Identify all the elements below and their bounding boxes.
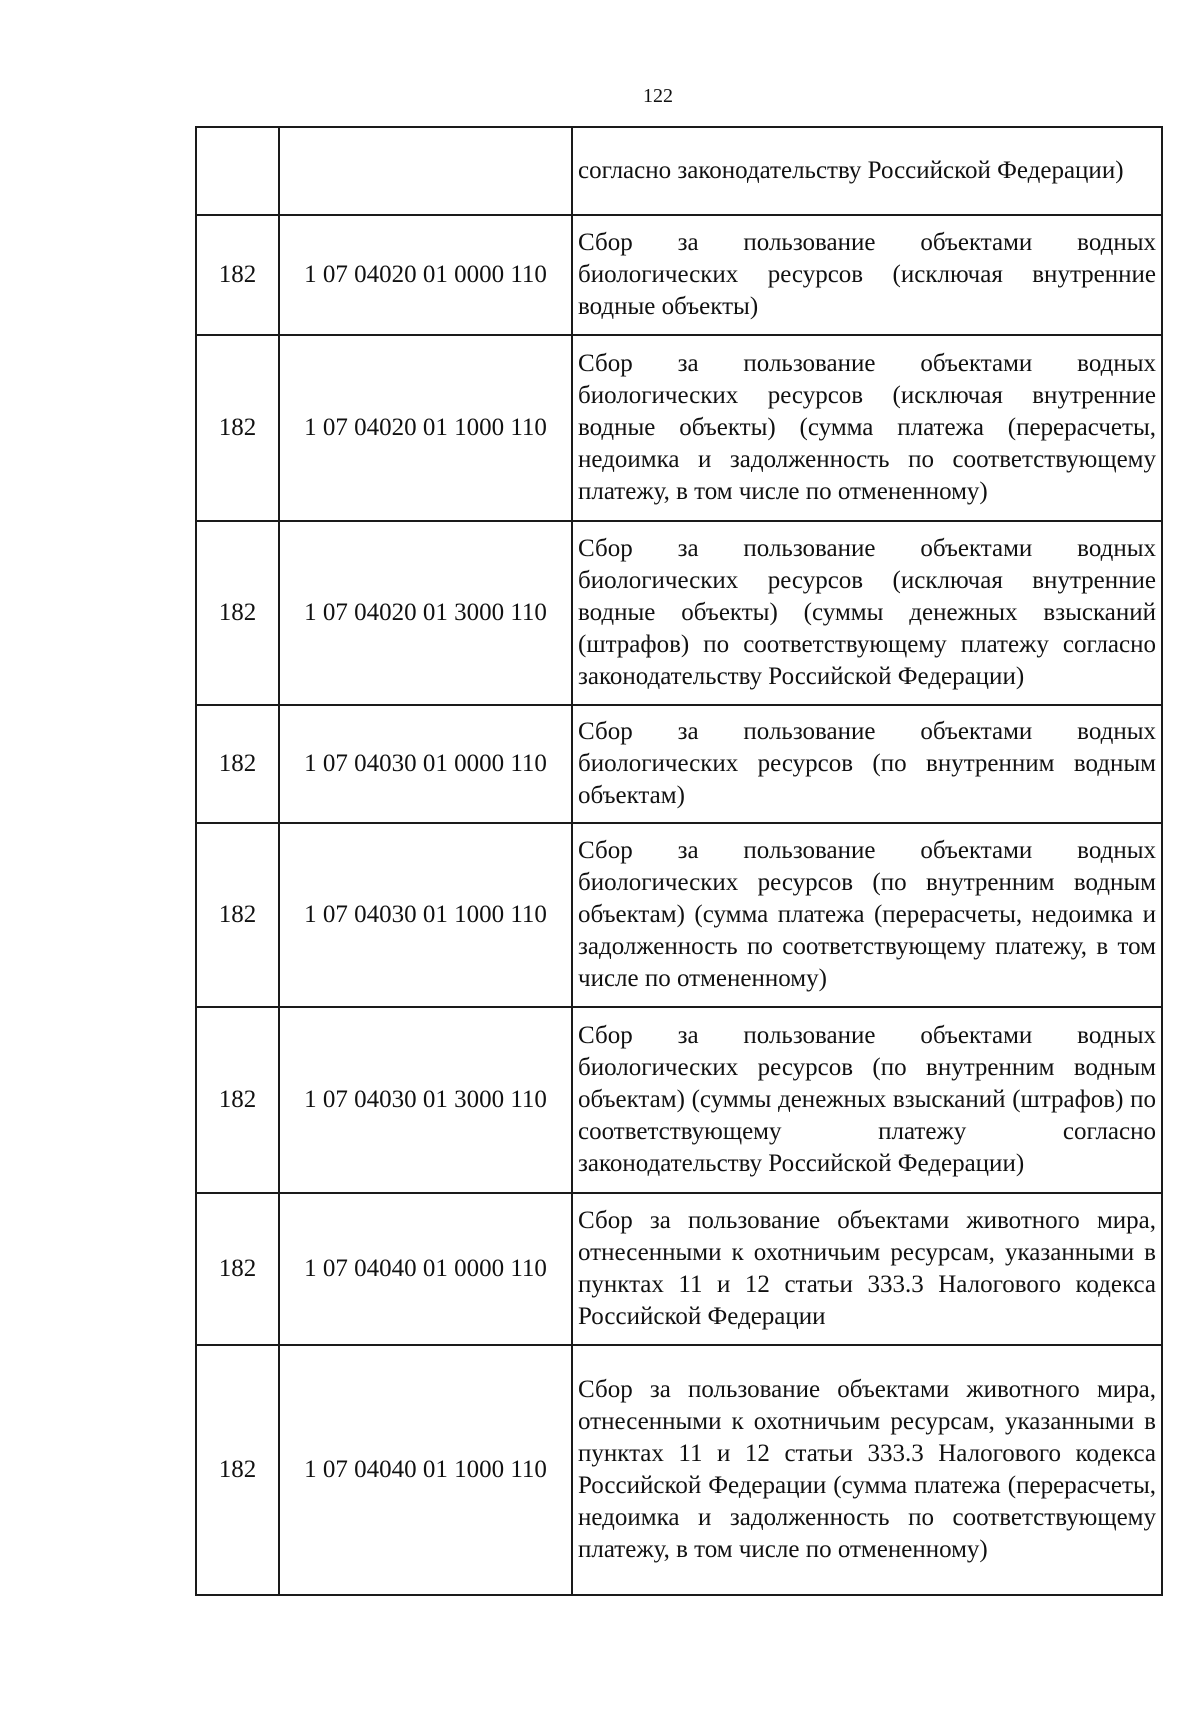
page-number: 122 bbox=[643, 85, 673, 107]
admin-code-cell bbox=[196, 127, 279, 215]
description-cell: Сбор за пользование объектами животного мира, отнесенными к охотничьим ресурсам, указанными в пунктах 11 и 12 статьи 333.3 Налогового кодекса Российской Федерации bbox=[572, 1193, 1162, 1345]
description-cell: согласно законодательству Российской Федерации) bbox=[572, 127, 1162, 215]
table-body bbox=[196, 127, 1162, 1595]
table-row bbox=[196, 127, 1162, 215]
table-row bbox=[196, 823, 1162, 1007]
description-cell: Сбор за пользование объектами водных биологических ресурсов (исключая внутренние водные объекты) (суммы денежных взысканий (штрафов) по соответствующему платежу согласно законодательству Российской Федерации) bbox=[572, 521, 1162, 705]
table-row bbox=[196, 1345, 1162, 1595]
admin-code-cell: 182 bbox=[196, 335, 279, 521]
admin-code-cell: 182 bbox=[196, 1345, 279, 1595]
budget-code-cell: 1 07 04030 01 1000 110 bbox=[279, 823, 572, 1007]
admin-code-cell: 182 bbox=[196, 1007, 279, 1193]
admin-code-cell: 182 bbox=[196, 1193, 279, 1345]
budget-code-cell: 1 07 04040 01 1000 110 bbox=[279, 1345, 572, 1595]
description-cell: Сбор за пользование объектами водных биологических ресурсов (исключая внутренние водные объекты) (сумма платежа (перерасчеты, недоимка и задолженность по соответствующему платежу, в том числе по отмененному) bbox=[572, 335, 1162, 521]
budget-code-cell: 1 07 04030 01 0000 110 bbox=[279, 705, 572, 823]
description-cell: Сбор за пользование объектами водных биологических ресурсов (по внутренним водным объектам) (сумма платежа (перерасчеты, недоимка и задолженность по соответствующему платежу, в том числе по отмененному) bbox=[572, 823, 1162, 1007]
description-cell: Сбор за пользование объектами водных биологических ресурсов (исключая внутренние водные объекты) bbox=[572, 215, 1162, 335]
budget-code-cell bbox=[279, 127, 572, 215]
table-row bbox=[196, 1193, 1162, 1345]
table-row bbox=[196, 1007, 1162, 1193]
description-cell: Сбор за пользование объектами водных биологических ресурсов (по внутренним водным объектам) (суммы денежных взысканий (штрафов) по соответствующему платежу согласно законодательству Российской Федерации) bbox=[572, 1007, 1162, 1193]
table-row bbox=[196, 215, 1162, 335]
admin-code-cell: 182 bbox=[196, 215, 279, 335]
budget-code-cell: 1 07 04020 01 0000 110 bbox=[279, 215, 572, 335]
budget-codes-table bbox=[195, 126, 1163, 1596]
table-row bbox=[196, 705, 1162, 823]
admin-code-cell: 182 bbox=[196, 823, 279, 1007]
budget-code-cell: 1 07 04020 01 3000 110 bbox=[279, 521, 572, 705]
admin-code-cell: 182 bbox=[196, 705, 279, 823]
budget-code-cell: 1 07 04020 01 1000 110 bbox=[279, 335, 572, 521]
budget-code-cell: 1 07 04030 01 3000 110 bbox=[279, 1007, 572, 1193]
table-row bbox=[196, 521, 1162, 705]
budget-code-cell: 1 07 04040 01 0000 110 bbox=[279, 1193, 572, 1345]
description-cell: Сбор за пользование объектами животного мира, отнесенными к охотничьим ресурсам, указанными в пунктах 11 и 12 статьи 333.3 Налогового кодекса Российской Федерации (сумма платежа (перерасчеты, недоимка и задолженность по соответствующему платежу, в том числе по отмененному) bbox=[572, 1345, 1162, 1595]
table-row bbox=[196, 335, 1162, 521]
admin-code-cell: 182 bbox=[196, 521, 279, 705]
description-cell: Сбор за пользование объектами водных биологических ресурсов (по внутренним водным объектам) bbox=[572, 705, 1162, 823]
